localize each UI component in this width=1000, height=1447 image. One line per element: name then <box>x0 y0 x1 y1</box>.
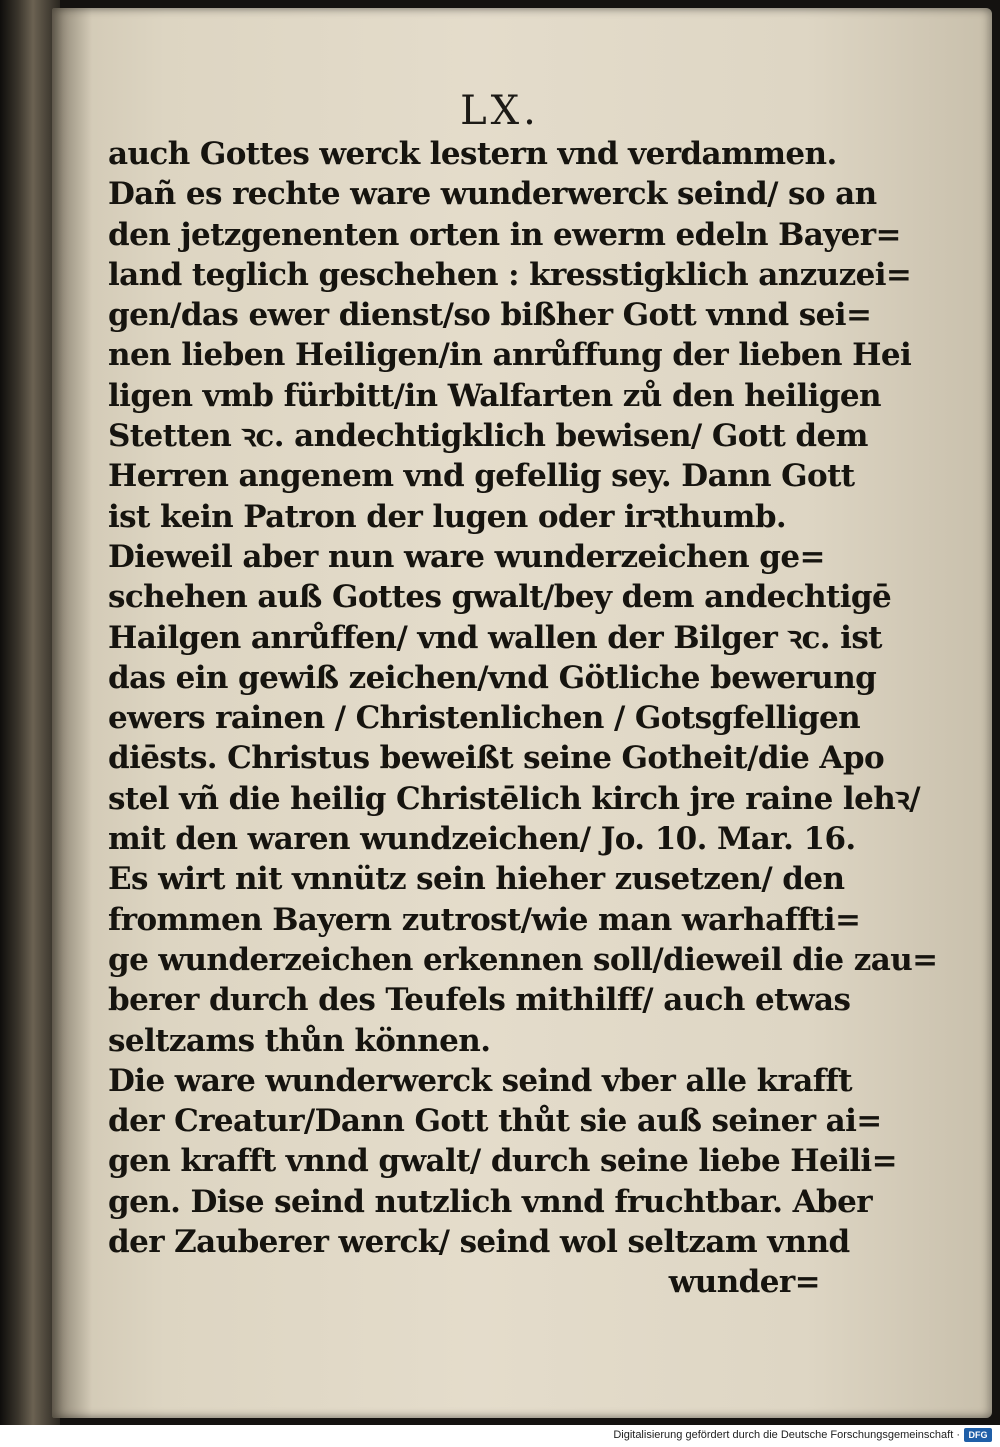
funding-credit: Digitalisierung gefördert durch die Deutsche Forschungsgemeinschaft · <box>613 1429 960 1441</box>
text-line: der Zauberer werck/ seind wol seltzam vnnd <box>108 1224 850 1261</box>
text-line: ist kein Patron der lugen oder irꝛthumb. <box>108 498 787 535</box>
previous-page-edge <box>0 0 60 1425</box>
page-header: LX. <box>460 88 540 134</box>
text-line: Die ware wunderwerck seind vber alle krafft <box>108 1062 852 1099</box>
text-line: nen lieben Heiligen/in anrůffung der lieben Hei <box>108 337 912 374</box>
text-line: ge wunderzeichen erkennen soll/dieweil die zau= <box>108 941 938 978</box>
text-line: Stetten ꝛc. andechtigklich bewisen/ Gott dem <box>108 418 868 455</box>
text-line: schehen auß Gottes gwalt/bey dem andechtigē <box>108 579 892 616</box>
body-text <box>108 134 938 1303</box>
catchword: wunder= <box>668 1264 820 1301</box>
text-line: frommen Bayern zutrost/wie man warhaffti= <box>108 901 861 938</box>
text-line: gen krafft vnnd gwalt/ durch seine liebe Heili= <box>108 1143 897 1180</box>
text-line: land teglich geschehen : kresstigklich anzuzei= <box>108 256 912 293</box>
text-line: ligen vmb fürbitt/in Walfarten zů den heiligen <box>108 377 881 414</box>
text-line: Herren angenem vnd gefellig sey. Dann Gott <box>108 458 855 495</box>
dfg-logo: DFG <box>964 1428 992 1442</box>
text-line: ewers rainen / Christenlichen / Gotsgfelligen <box>108 700 861 737</box>
text-line: der Creatur/Dann Gott thůt sie auß seiner ai= <box>108 1103 882 1140</box>
text-line: seltzams thůn können. <box>108 1022 491 1059</box>
gutter-shadow <box>52 8 92 1418</box>
text-line: das ein gewiß zeichen/vnd Götliche bewerung <box>108 659 877 696</box>
text-line: Dañ es rechte ware wunderwerck seind/ so an <box>108 176 877 213</box>
text-line: gen. Dise seind nutzlich vnnd fruchtbar. Aber <box>108 1183 872 1220</box>
text-line: auch Gottes werck lestern vnd verdammen. <box>108 136 837 172</box>
text-line: stel vñ die heilig Christēlich kirch jre raine lehꝛ/ <box>108 780 920 817</box>
text-line: diēsts. Christus beweißt seine Gotheit/die Apo <box>108 740 885 777</box>
text-line: gen/das ewer dienst/so bißher Gott vnnd sei= <box>108 297 872 334</box>
text-line: den jetzgenenten orten in ewerm edeln Bayer= <box>108 216 901 253</box>
text-line: Dieweil aber nun ware wunderzeichen ge= <box>108 538 825 575</box>
text-line: Hailgen anrůffen/ vnd wallen der Bilger ꝛc. ist <box>108 619 882 656</box>
text-line: mit den waren wundzeichen/ Jo. 10. Mar. 16. <box>108 821 856 858</box>
text-line: berer durch des Teufels mithilff/ auch etwas <box>108 982 851 1019</box>
text-line: Es wirt nit vnnütz sein hieher zusetzen/ den <box>108 861 845 898</box>
